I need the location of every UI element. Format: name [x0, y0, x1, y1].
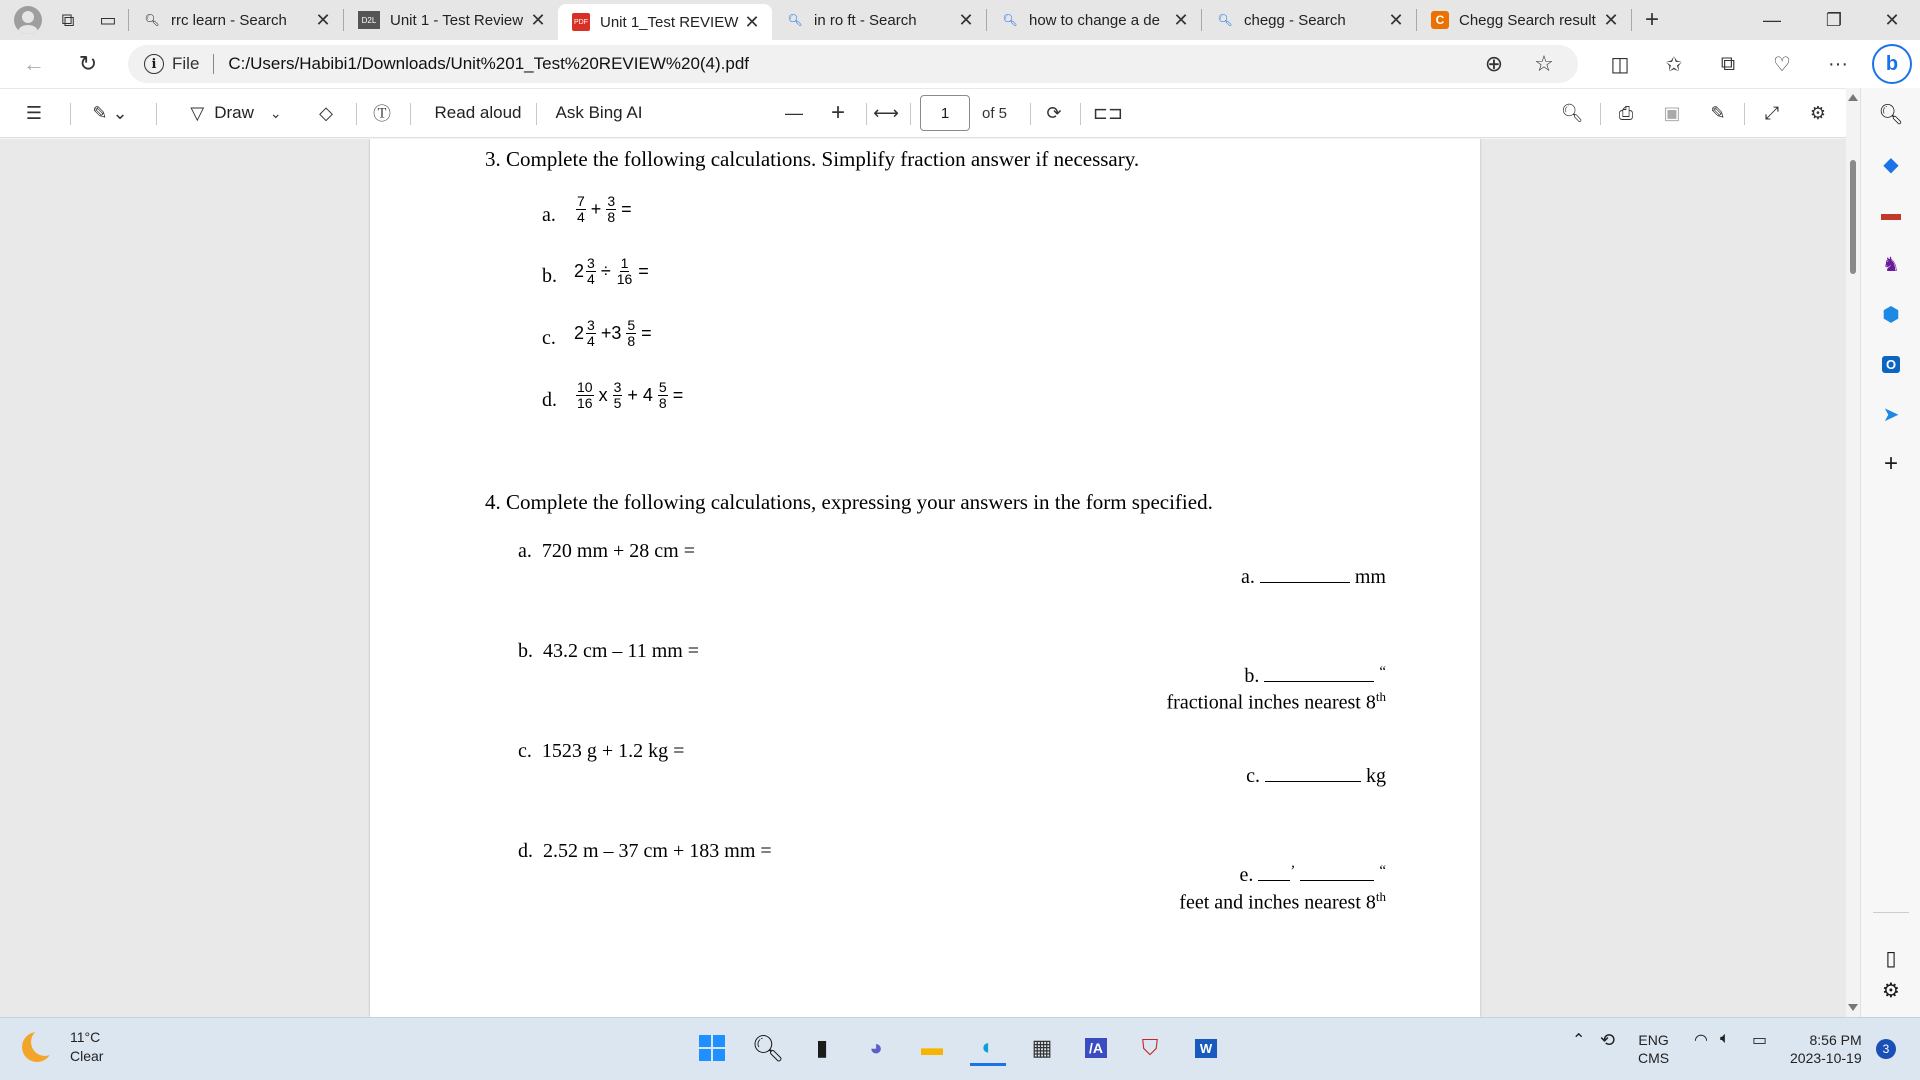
q4c-expression: 1523 g + 1.2 kg =	[541, 740, 685, 762]
outlook-icon: O	[1882, 356, 1900, 373]
fraction	[586, 256, 596, 287]
pdf-toolbar	[0, 88, 1860, 138]
gear-icon: ⚙	[1809, 102, 1827, 123]
q4b-answer-line	[1244, 664, 1386, 688]
read-aloud-button[interactable]: Read aloud	[434, 103, 522, 122]
sidebar-hide-button[interactable]	[1873, 940, 1909, 976]
taskbar-search-button[interactable]	[750, 1030, 786, 1066]
toolbar-separator	[410, 103, 411, 125]
windows-logo-icon	[699, 1035, 725, 1061]
denominator: 8	[658, 395, 667, 411]
fraction	[658, 380, 668, 411]
bing-chat-button[interactable]	[1872, 44, 1912, 84]
plus-icon: +	[1883, 450, 1898, 477]
numerator: 3	[587, 255, 595, 271]
numerator: 5	[658, 379, 667, 395]
weather-condition: Clear	[70, 1048, 104, 1064]
question-4: 4. Complete the following calculations, expressing your answers in the form specified.	[485, 490, 1213, 514]
q4a-problem	[518, 540, 695, 563]
denominator: 5	[613, 395, 622, 411]
fraction	[626, 318, 636, 349]
tab-chegg-results[interactable]	[1417, 0, 1631, 40]
tab-title: rrc learn - Search	[171, 11, 287, 29]
toolbar-separator	[1744, 103, 1745, 125]
q4d-expression: 2.52 m – 37 cm + 183 mm =	[543, 840, 772, 862]
office-icon: ⬢	[1882, 303, 1900, 326]
close-icon[interactable]: ✕	[958, 9, 974, 30]
sidebar-office-button[interactable]	[1873, 296, 1909, 332]
q4a-answer-line	[1241, 565, 1386, 589]
search-icon: 🔍︎	[1002, 13, 1018, 27]
star-icon: ☆	[1534, 51, 1554, 76]
chat-icon: ◕	[869, 1035, 883, 1060]
numerator: 7	[577, 193, 585, 209]
weather-temp: 11°C	[70, 1029, 101, 1045]
q4e-answer-line	[1239, 863, 1386, 887]
minimize-button[interactable]	[1744, 0, 1800, 40]
answer-label: e.	[1239, 864, 1254, 886]
q4e-answer-note	[1179, 889, 1386, 915]
save-as-icon: ✎	[1710, 102, 1726, 123]
numerator: 3	[613, 379, 622, 395]
restore-icon: ❐	[1825, 9, 1843, 30]
save-icon: ▣	[1663, 102, 1681, 123]
toolbar-separator	[356, 103, 357, 125]
q3b-label: b.	[542, 265, 557, 287]
close-icon[interactable]: ✕	[1173, 9, 1189, 30]
answer-unit: “	[1379, 664, 1386, 680]
page-view-button[interactable]	[1090, 95, 1126, 131]
ordinal-suffix: th	[1375, 889, 1386, 904]
equals: =	[672, 385, 684, 405]
sidebar-drop-button[interactable]	[1873, 396, 1909, 432]
toolbar-separator	[70, 103, 71, 125]
mcafee-button[interactable]	[1132, 1030, 1168, 1066]
draw-pen-icon: ▽	[190, 102, 205, 123]
toolbar-separator	[156, 103, 157, 125]
draw-button[interactable]	[176, 95, 296, 131]
answer-blank	[1260, 565, 1350, 583]
denominator: 16	[577, 395, 593, 411]
save-button[interactable]	[1654, 95, 1690, 131]
minus-icon: —	[785, 102, 803, 123]
file-explorer-button[interactable]	[914, 1030, 950, 1066]
language-primary: ENG	[1638, 1032, 1669, 1048]
volume-button[interactable]	[1720, 1030, 1730, 1048]
task-view-icon: ▮	[815, 1035, 829, 1060]
refresh-icon: ↻	[78, 51, 98, 76]
address-bar[interactable]	[128, 45, 1578, 83]
heart-pulse-icon: ♡	[1773, 53, 1791, 76]
denominator: 16	[616, 271, 633, 287]
close-icon[interactable]: ✕	[744, 11, 760, 32]
store-button[interactable]	[1024, 1030, 1060, 1066]
print-button[interactable]	[1608, 95, 1644, 131]
sidebar-tools-button[interactable]	[1873, 196, 1909, 232]
tab-title: Chegg Search result	[1459, 11, 1596, 29]
close-icon[interactable]: ✕	[1603, 9, 1619, 30]
q4d-problem	[518, 840, 772, 863]
word-icon: W	[1195, 1039, 1217, 1058]
q3b-expression	[574, 256, 652, 287]
fraction	[606, 194, 616, 225]
expand-icon: ⤢	[1764, 102, 1780, 123]
sidebar-outlook-button[interactable]	[1873, 346, 1909, 382]
tray-overflow-button[interactable]	[1572, 1030, 1585, 1050]
save-as-button[interactable]	[1700, 95, 1736, 131]
toolbar-separator	[866, 103, 867, 125]
vertical-scrollbar[interactable]	[1846, 88, 1860, 1017]
answer-label: c.	[1246, 765, 1260, 787]
q3d-label: d.	[542, 389, 557, 411]
operator: +	[590, 199, 602, 219]
q4a-expression: 720 mm + 28 cm =	[541, 540, 695, 562]
language-indicator[interactable]	[1638, 1031, 1669, 1067]
tab-rrc-learn[interactable]	[129, 0, 343, 40]
whole-number: 2	[574, 323, 585, 343]
close-window-button[interactable]	[1864, 0, 1920, 40]
operator: ÷	[600, 261, 611, 281]
denominator: 4	[587, 271, 595, 287]
operator: + 4	[627, 385, 653, 405]
edge-taskbar-button[interactable]	[970, 1030, 1006, 1066]
teams-chat-button[interactable]	[858, 1030, 894, 1066]
add-text-button[interactable]	[364, 95, 400, 131]
search-document-button[interactable]	[1554, 95, 1590, 131]
fullscreen-button[interactable]	[1754, 95, 1790, 131]
edge-sidebar	[1860, 88, 1920, 1017]
ordinal-suffix: th	[1375, 689, 1386, 704]
url-divider	[213, 54, 214, 74]
page-number-input[interactable]: 1	[920, 95, 970, 131]
answer-unit: mm	[1354, 566, 1386, 588]
sidebar-search-button[interactable]	[1873, 96, 1909, 132]
pdf-viewer[interactable]	[0, 139, 1860, 1017]
answer-blank-inches	[1300, 863, 1374, 881]
contents-button[interactable]	[16, 95, 52, 131]
sync-tray-button[interactable]	[1600, 1030, 1615, 1051]
search-icon: 🔍︎	[1217, 13, 1233, 27]
q3a-expression	[574, 194, 635, 225]
chess-icon: ♞	[1882, 253, 1900, 276]
close-icon[interactable]: ✕	[315, 9, 331, 30]
toolbar-separator	[1080, 103, 1081, 125]
toolbar-separator	[1030, 103, 1031, 125]
fit-width-button[interactable]	[868, 95, 904, 131]
avatar-icon	[14, 6, 42, 34]
highlight-button[interactable]	[80, 95, 140, 131]
q4b-problem	[518, 640, 699, 663]
tab-strip	[0, 0, 1920, 40]
tab-actions-icon: ▭	[99, 9, 117, 30]
fraction	[586, 318, 596, 349]
browser-essentials-button[interactable]	[1762, 44, 1802, 84]
start-button[interactable]	[694, 1030, 730, 1066]
info-icon[interactable]: i	[144, 54, 164, 74]
list-icon: ☰	[25, 102, 43, 123]
numerator: 3	[607, 193, 616, 209]
chevron-down-icon: ⌄	[269, 104, 282, 121]
q4c-problem	[518, 740, 684, 763]
search-icon: 🔍︎	[1560, 102, 1584, 123]
pdf-page	[370, 139, 1480, 1017]
clock-time: 8:56 PM	[1809, 1032, 1862, 1048]
question-3: 3. Complete the following calculations. Simplify fraction answer if necessary.	[485, 147, 1140, 171]
favorite-star-button[interactable]	[1524, 44, 1564, 84]
q3c-expression	[574, 318, 655, 349]
numerator: 1	[620, 255, 629, 271]
gear-icon: ⚙	[1882, 979, 1900, 1002]
bing-icon: b	[1885, 52, 1899, 75]
moon-icon	[22, 1032, 52, 1062]
eraser-icon: ◇	[319, 102, 333, 123]
refresh-button[interactable]	[68, 44, 108, 84]
folder-icon: ▬	[921, 1035, 943, 1060]
operator: +3	[600, 323, 622, 343]
panel-icon: ▯	[1885, 947, 1897, 970]
store-icon: ▦	[1031, 1035, 1053, 1060]
answer-unit: “	[1379, 863, 1386, 879]
tab-how-to-change[interactable]	[987, 0, 1201, 40]
numerator: 3	[587, 317, 595, 333]
answer-blank-feet	[1258, 863, 1290, 881]
windows-taskbar	[0, 1017, 1920, 1080]
close-icon[interactable]: ✕	[530, 9, 546, 30]
denominator: 8	[607, 209, 616, 225]
q4a-label: a.	[518, 540, 532, 562]
rotate-icon: ⟳	[1046, 102, 1062, 123]
equals: =	[621, 199, 632, 219]
word-button[interactable]	[1188, 1030, 1224, 1066]
q4d-label: d.	[518, 840, 533, 862]
tab-actions-button[interactable]	[88, 0, 128, 40]
sidebar-games-button[interactable]	[1873, 246, 1909, 282]
equals: =	[638, 261, 649, 281]
tab-title: Unit 1_Test REVIEW	[600, 13, 739, 31]
answer-note: fractional inches nearest 8	[1166, 691, 1376, 714]
highlighter-icon: ✎ ⌄	[92, 102, 128, 123]
operator: x	[598, 385, 608, 405]
settings-more-button[interactable]	[1818, 44, 1858, 84]
q3c-label: c.	[542, 327, 556, 349]
tab-in-ro-ft[interactable]	[772, 0, 986, 40]
tag-icon: ◆	[1883, 153, 1899, 176]
numerator: 5	[627, 317, 636, 333]
tab-title: Unit 1 - Test Review	[390, 11, 524, 29]
url-scheme: File	[172, 54, 200, 73]
collections-icon: ⧉	[1720, 52, 1736, 75]
search-icon: 🔍︎	[787, 13, 803, 27]
tab-title: in ro ft - Search	[814, 11, 917, 29]
back-arrow-icon: ←	[23, 51, 45, 76]
new-tab-button[interactable]	[1632, 0, 1672, 40]
url-text: C:/Users/Habibi1/Downloads/Unit%201_Test%20REVIEW%20(4).pdf	[228, 54, 750, 73]
plus-icon: +	[1644, 6, 1659, 33]
address-row	[0, 40, 1920, 88]
wifi-icon: ◠	[1694, 1032, 1708, 1049]
weather-text	[70, 1028, 103, 1066]
denominator: 4	[577, 209, 585, 225]
edge-icon: ◐	[981, 1033, 995, 1059]
sidebar-add-button[interactable]	[1873, 446, 1909, 482]
search-icon: 🔍︎	[1878, 103, 1904, 126]
answer-unit: kg	[1366, 765, 1386, 787]
search-icon: 🔍︎	[144, 13, 160, 27]
answer-label: a.	[1240, 566, 1255, 588]
answer-blank	[1264, 664, 1374, 682]
close-icon: ✕	[1884, 9, 1900, 30]
tab-title: how to change a de	[1029, 11, 1160, 29]
numerator: 10	[577, 379, 593, 395]
sidebar-settings-button[interactable]	[1873, 972, 1909, 1008]
page-view-icon: ⊏⊐	[1092, 102, 1124, 123]
q4c-label: c.	[518, 740, 532, 762]
q4c-answer-line	[1246, 764, 1386, 788]
notification-badge[interactable]: 3	[1876, 1039, 1896, 1059]
sync-icon: ⟲	[1600, 1030, 1616, 1050]
answer-note: feet and inches nearest 8	[1179, 891, 1376, 914]
scroll-up-icon[interactable]	[1848, 94, 1858, 101]
answer-blank	[1265, 764, 1361, 782]
q4b-expression: 43.2 cm – 11 mm =	[543, 640, 700, 662]
task-view-button[interactable]	[804, 1030, 840, 1066]
zoom-in-button[interactable]	[820, 95, 856, 131]
back-button[interactable]	[14, 44, 54, 84]
scroll-down-icon[interactable]	[1848, 1004, 1858, 1011]
whole-number: 2	[574, 261, 585, 281]
tab-title: chegg - Search	[1244, 11, 1346, 29]
equals: =	[641, 323, 652, 343]
workspaces-button[interactable]	[48, 0, 88, 40]
chevron-up-icon: ⌃	[1572, 1032, 1586, 1049]
minimize-icon: —	[1763, 9, 1781, 30]
plus-icon: +	[830, 99, 845, 126]
battery-icon: ▭	[1752, 1032, 1768, 1049]
weather-widget[interactable]	[22, 1028, 103, 1066]
fraction	[576, 380, 594, 411]
favorites-button[interactable]	[1654, 44, 1694, 84]
toolbar-separator	[910, 103, 911, 125]
fraction	[613, 380, 623, 411]
split-screen-button[interactable]	[1600, 44, 1640, 84]
page-count: of 5	[982, 105, 1008, 122]
profile-button[interactable]	[8, 0, 48, 40]
app-icon: /A	[1085, 1038, 1107, 1058]
fraction	[616, 256, 634, 287]
fraction	[576, 194, 586, 225]
q3a-label: a.	[542, 204, 556, 226]
draw-label: Draw	[214, 103, 254, 122]
denominator: 4	[587, 333, 595, 349]
text-box-icon: Ⓣ	[373, 104, 391, 124]
fit-width-icon: ⟷	[873, 102, 899, 123]
q4b-label: b.	[518, 640, 533, 662]
denominator: 8	[627, 333, 636, 349]
d2l-icon: D2L	[358, 11, 380, 29]
split-screen-icon: ◫	[1610, 53, 1630, 76]
ask-bing-ai-button[interactable]: Ask Bing AI	[555, 103, 643, 122]
pdf-icon: PDF	[572, 13, 590, 31]
toolbox-icon: ▬	[1881, 202, 1901, 225]
sidebar-divider	[1873, 912, 1909, 913]
feet-mark: ’	[1290, 863, 1296, 879]
zoom-icon: ⊕	[1484, 51, 1504, 76]
more-icon: ···	[1828, 52, 1848, 75]
network-button[interactable]	[1694, 1030, 1708, 1050]
q4b-answer-note	[1167, 689, 1386, 715]
scroll-thumb[interactable]	[1850, 160, 1856, 274]
close-icon[interactable]: ✕	[1388, 9, 1404, 30]
send-icon: ➤	[1882, 403, 1900, 426]
toolbar-separator	[536, 103, 537, 125]
search-icon: 🔍︎	[751, 1032, 785, 1063]
printer-icon: ⎙	[1618, 102, 1634, 123]
app-a-button[interactable]	[1078, 1030, 1114, 1066]
q3d-expression	[574, 380, 686, 411]
workspaces-icon: ⧉	[61, 9, 75, 30]
zoom-out-button[interactable]	[776, 95, 812, 131]
toolbar-separator	[1600, 103, 1601, 125]
erase-button[interactable]	[308, 95, 344, 131]
clock-date: 2023-10-19	[1790, 1050, 1862, 1066]
battery-button[interactable]	[1752, 1030, 1767, 1050]
zoom-button[interactable]	[1474, 44, 1514, 84]
favorites-icon: ✩	[1665, 53, 1683, 76]
tab-chegg-search[interactable]	[1202, 0, 1416, 40]
language-secondary: CMS	[1638, 1050, 1670, 1066]
restore-button[interactable]	[1806, 0, 1862, 40]
answer-label: b.	[1244, 665, 1260, 687]
pdf-settings-button[interactable]	[1800, 95, 1836, 131]
rotate-button[interactable]	[1036, 95, 1072, 131]
shield-icon: ⛉	[1141, 1035, 1159, 1060]
tab-unit1-test-review-pdf[interactable]	[558, 4, 772, 40]
collections-button[interactable]	[1708, 44, 1748, 84]
clock[interactable]	[1790, 1031, 1862, 1067]
sidebar-shopping-button[interactable]	[1873, 146, 1909, 182]
chegg-icon: C	[1431, 11, 1449, 29]
speaker-icon: 🔈︎	[1720, 1030, 1730, 1047]
tab-unit1-test-review[interactable]	[344, 0, 558, 40]
